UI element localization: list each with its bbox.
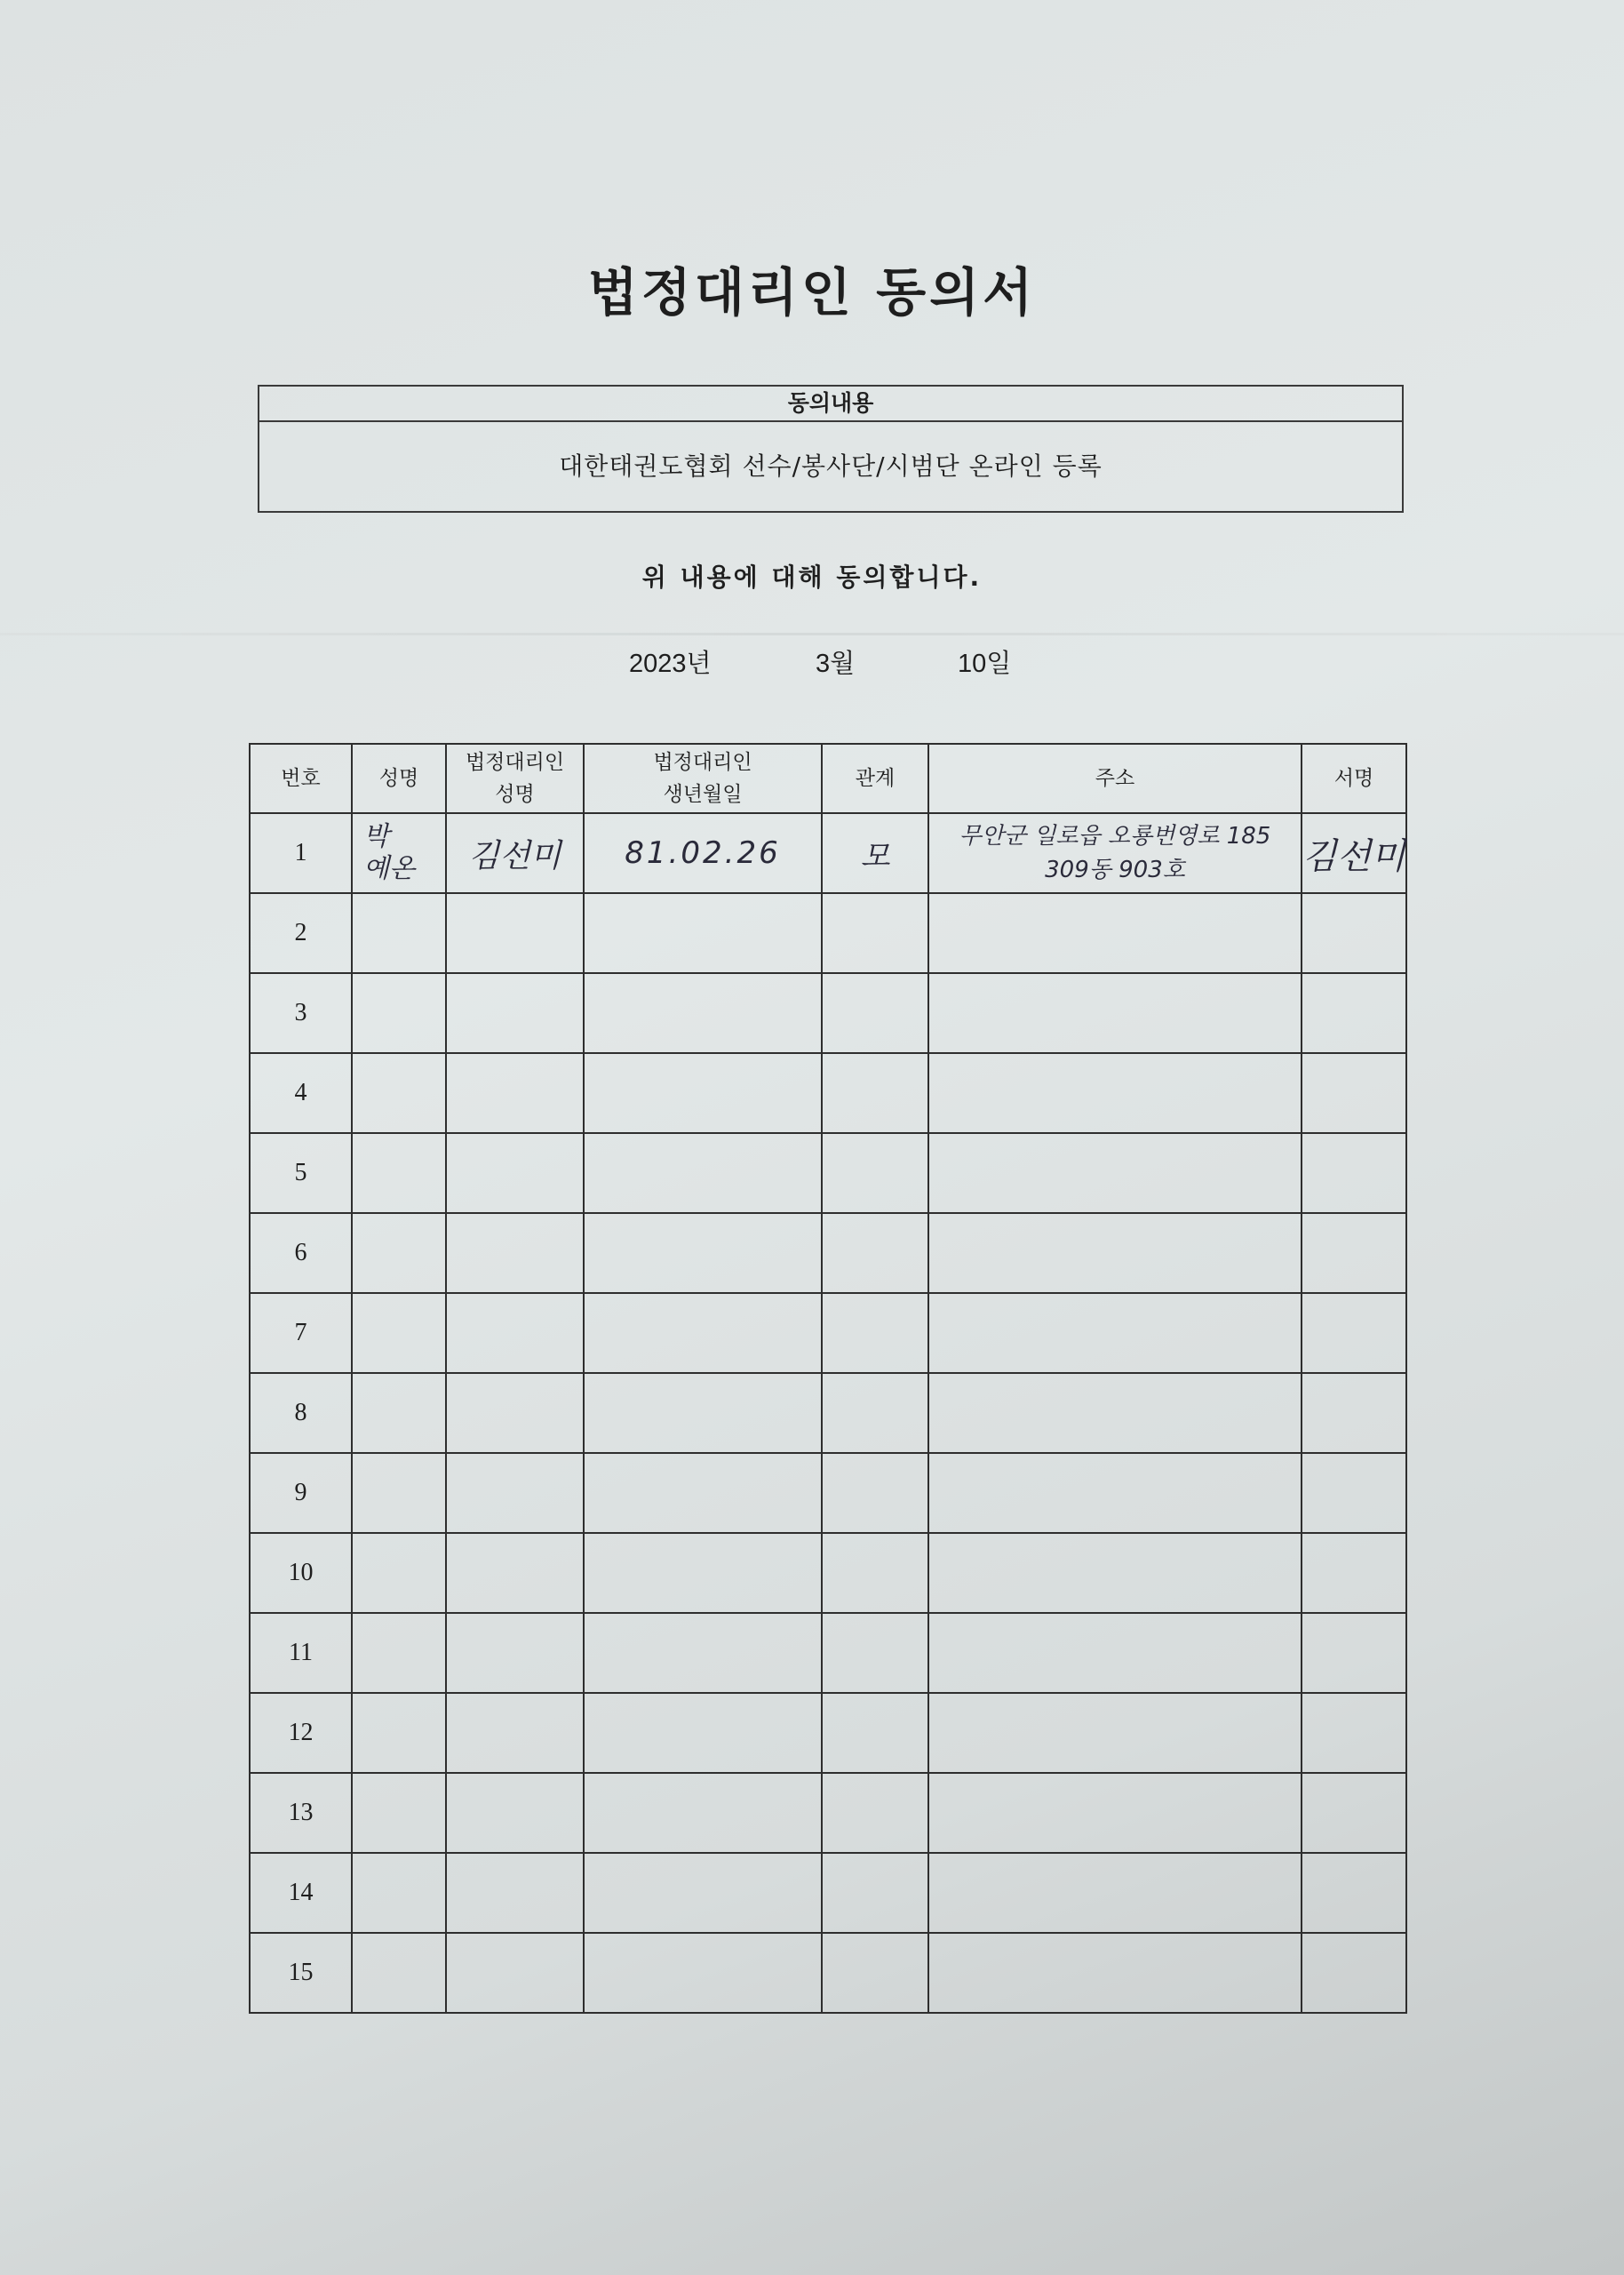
signature-cell[interactable] [1302,1693,1406,1773]
address-line2: 309동 903호 [1045,857,1185,883]
rep-birth-cell[interactable] [584,1293,822,1373]
signature-cell[interactable] [1302,1293,1406,1373]
rep-birth-cell[interactable] [584,1213,822,1293]
signature-cell[interactable] [1302,1213,1406,1293]
rep-name-cell[interactable] [446,1133,584,1213]
rep-name-cell[interactable] [446,1693,584,1773]
rep-name-cell[interactable] [446,1453,584,1533]
student-name-cell [352,813,446,893]
rep-name-cell[interactable] [446,1773,584,1853]
registration-table [249,743,1407,2014]
rep-birth: 81.02.26 [625,835,781,871]
row-number: 10 [250,1533,352,1613]
relation-cell[interactable] [822,1773,928,1853]
rep-name-cell[interactable] [446,893,584,973]
address-cell[interactable] [928,1373,1302,1453]
table-row [250,813,1406,893]
row-number: 2 [250,893,352,973]
table-row [250,893,1406,973]
address-cell[interactable] [928,1053,1302,1133]
relation-cell[interactable] [822,1373,928,1453]
rep-birth-cell[interactable] [584,1533,822,1613]
consent-body: 대한태권도협회 선수/봉사단/시범단 온라인 등록 [559,451,1103,481]
table-row [250,1933,1406,2013]
table-row [250,1453,1406,1533]
rep-name: 김선미 [468,837,561,874]
date-month: 3월 [816,650,856,678]
rep-name-cell[interactable] [446,1053,584,1133]
student-name-cell[interactable] [352,893,446,973]
row-number: 14 [250,1853,352,1933]
signature-cell[interactable] [1302,1533,1406,1613]
rep-name-cell[interactable] [446,1853,584,1933]
table-row [250,1773,1406,1853]
address-cell[interactable] [928,1933,1302,2013]
table-row [250,1613,1406,1693]
table-row [250,1693,1406,1773]
signature-cell [1302,813,1406,893]
student-name-cell[interactable] [352,1853,446,1933]
signature-cell[interactable] [1302,1613,1406,1693]
table-row [250,1133,1406,1213]
student-name-line2: 예온 [363,853,415,884]
rep-birth-cell[interactable] [584,1133,822,1213]
relation-cell[interactable] [822,1293,928,1373]
consent-header: 동의내용 [259,387,1402,422]
rep-birth-cell[interactable] [584,893,822,973]
document-title: 법정대리인 동의서 [587,262,1037,323]
rep-name-cell[interactable] [446,1933,584,2013]
address-cell[interactable] [928,1213,1302,1293]
row-number: 15 [250,1933,352,2013]
student-name-cell[interactable] [352,1453,446,1533]
rep-name-cell [446,813,584,893]
signature-cell[interactable] [1302,1773,1406,1853]
rep-birth-cell[interactable] [584,1693,822,1773]
header-rep-birth-line2: 생년월일 [663,783,743,806]
student-name-cell[interactable] [352,1613,446,1693]
header-rep-name-line1: 법정대리인 [465,751,565,774]
relation-cell[interactable] [822,1533,928,1613]
address-cell[interactable] [928,893,1302,973]
rep-name-cell[interactable] [446,973,584,1053]
signature-cell[interactable] [1302,893,1406,973]
header-relation: 관계 [822,744,928,813]
relation-cell[interactable] [822,1213,928,1293]
relation-cell[interactable] [822,1053,928,1133]
address-cell[interactable] [928,1853,1302,1933]
relation-cell[interactable] [822,1613,928,1693]
rep-birth-cell[interactable] [584,1933,822,2013]
relation-cell[interactable] [822,1933,928,2013]
address-cell[interactable] [928,1293,1302,1373]
signature-cell[interactable] [1302,1933,1406,2013]
agreement-statement: 위 내용에 대해 동의합니다. [641,563,983,592]
student-name-cell[interactable] [352,1053,446,1133]
row-number: 5 [250,1133,352,1213]
address-cell[interactable] [928,1533,1302,1613]
rep-birth-cell [584,813,822,893]
rep-birth-cell[interactable] [584,1773,822,1853]
rep-name-cell[interactable] [446,1373,584,1453]
student-name-cell[interactable] [352,1533,446,1613]
signature-cell[interactable] [1302,1853,1406,1933]
address-cell[interactable] [928,1453,1302,1533]
rep-name-cell[interactable] [446,1213,584,1293]
table-header-row [250,744,1406,813]
rep-birth-cell[interactable] [584,1053,822,1133]
row-number: 8 [250,1373,352,1453]
student-name-cell[interactable] [352,1933,446,2013]
rep-birth-cell[interactable] [584,973,822,1053]
row-number: 1 [250,813,352,893]
table-row [250,1293,1406,1373]
row-number: 12 [250,1693,352,1773]
student-name-cell[interactable] [352,1373,446,1453]
rep-birth-cell[interactable] [584,1853,822,1933]
address-line1: 무안군 일로읍 오룡번영로 185 [959,823,1271,850]
signature-cell[interactable] [1302,1133,1406,1213]
relation-cell[interactable] [822,1693,928,1773]
header-address: 주소 [928,744,1302,813]
table-row [250,1853,1406,1933]
row-number: 6 [250,1213,352,1293]
address-cell [928,813,1302,893]
row-number: 9 [250,1453,352,1533]
student-name-cell[interactable] [352,1213,446,1293]
relation-cell [822,813,928,893]
header-rep-name-line2: 성명 [495,783,535,806]
student-name-cell[interactable] [352,1293,446,1373]
rep-name-cell[interactable] [446,1293,584,1373]
header-rep-name [446,744,584,813]
student-name-line1: 박 [363,821,389,852]
relation-cell[interactable] [822,1133,928,1213]
address-cell[interactable] [928,1773,1302,1853]
student-name-cell[interactable] [352,1773,446,1853]
row-number: 11 [250,1613,352,1693]
header-signature: 서명 [1302,744,1406,813]
table-row [250,1373,1406,1453]
relation-cell[interactable] [822,1853,928,1933]
header-rep-birth-line1: 법정대리인 [653,751,752,774]
row-number: 4 [250,1053,352,1133]
relation: 모 [860,838,890,874]
signature-cell[interactable] [1302,1053,1406,1133]
student-name-cell[interactable] [352,1693,446,1773]
row-number: 13 [250,1773,352,1853]
address-cell[interactable] [928,1133,1302,1213]
address-cell[interactable] [928,973,1302,1053]
rep-name-cell[interactable] [446,1533,584,1613]
header-no: 번호 [250,744,352,813]
relation-cell[interactable] [822,1453,928,1533]
header-rep-birth [584,744,822,813]
student-name-cell[interactable] [352,1133,446,1213]
signature-cell[interactable] [1302,973,1406,1053]
paper-fold-line [0,633,1624,635]
signature-cell[interactable] [1302,1453,1406,1533]
row-number: 7 [250,1293,352,1373]
rep-birth-cell[interactable] [584,1613,822,1693]
signature-cell[interactable] [1302,1373,1406,1453]
table-row [250,1213,1406,1293]
table-row [250,973,1406,1053]
student-name-cell[interactable] [352,973,446,1053]
date-day: 10일 [958,650,1012,678]
table-row [250,1053,1406,1133]
relation-cell[interactable] [822,893,928,973]
signature: 김선미 [1302,835,1405,877]
header-name: 성명 [352,744,446,813]
relation-cell[interactable] [822,973,928,1053]
row-number: 3 [250,973,352,1053]
rep-name-cell[interactable] [446,1613,584,1693]
rep-birth-cell[interactable] [584,1453,822,1533]
address-cell[interactable] [928,1613,1302,1693]
address-cell[interactable] [928,1693,1302,1773]
rep-birth-cell[interactable] [584,1373,822,1453]
consent-box [258,385,1404,513]
date-year: 2023년 [629,650,712,678]
table-row [250,1533,1406,1613]
